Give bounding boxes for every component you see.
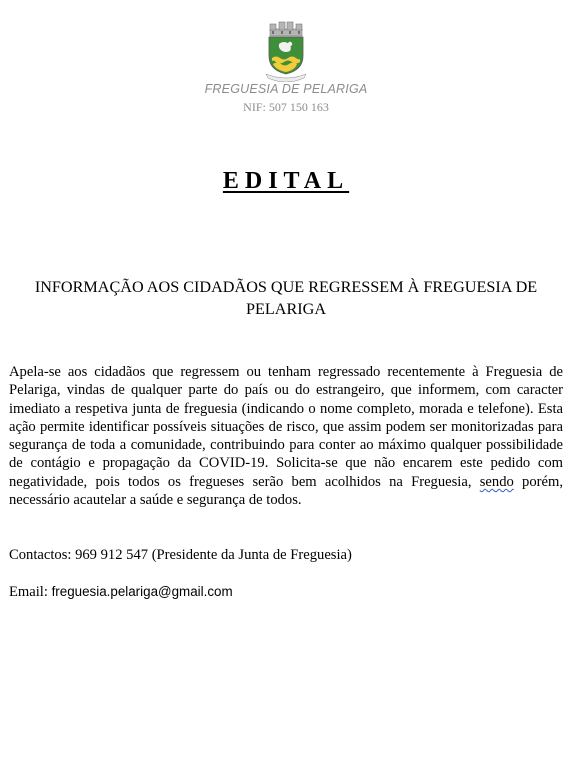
- spellcheck-flagged-word: sendo: [479, 473, 514, 490]
- body-text-part-1: Apela-se aos cidadãos que regressem ou tenham regressado recentemente à Freguesia de Pelariga, vindas de qualquer parte do país ou do estrangeiro, que informem, com caracter imediato a respetiva junta de freguesia (indicando o nome completo, morada e telefone). Esta ação permite identificar possíveis situações de risco, que assim podem ser monitorizadas para segurança de toda a comunidade, contribuindo para conter ao máximo qualquer possibilidade de contágio e propagação da COVID-19. Solicita-se que não encarem este pedido com negatividade, pois todos os fregueses serão bem acolhidos na Freguesia,: [9, 364, 563, 490]
- email-line: [9, 583, 233, 601]
- email-address: freguesia.pelariga@gmail.com: [51, 584, 233, 599]
- contacts-line: Contactos: 969 912 547 (Presidente da Junta de Freguesia): [9, 547, 352, 563]
- body-paragraph: [9, 363, 563, 509]
- email-label: Email:: [9, 584, 52, 600]
- org-name: FREGUESIA DE PELARIGA: [204, 82, 368, 96]
- freguesia-crest-icon: [262, 20, 310, 82]
- nif-number: NIF: 507 150 163: [243, 100, 329, 114]
- subject-heading: INFORMAÇÃO AOS CIDADÃOS QUE REGRESSEM À FREGUESIA DE PELARIGA: [34, 278, 538, 318]
- body-text-part-2: porém, necessário acautelar a saúde e segurança de todos.: [9, 473, 563, 509]
- page-title: EDITAL: [222, 168, 350, 194]
